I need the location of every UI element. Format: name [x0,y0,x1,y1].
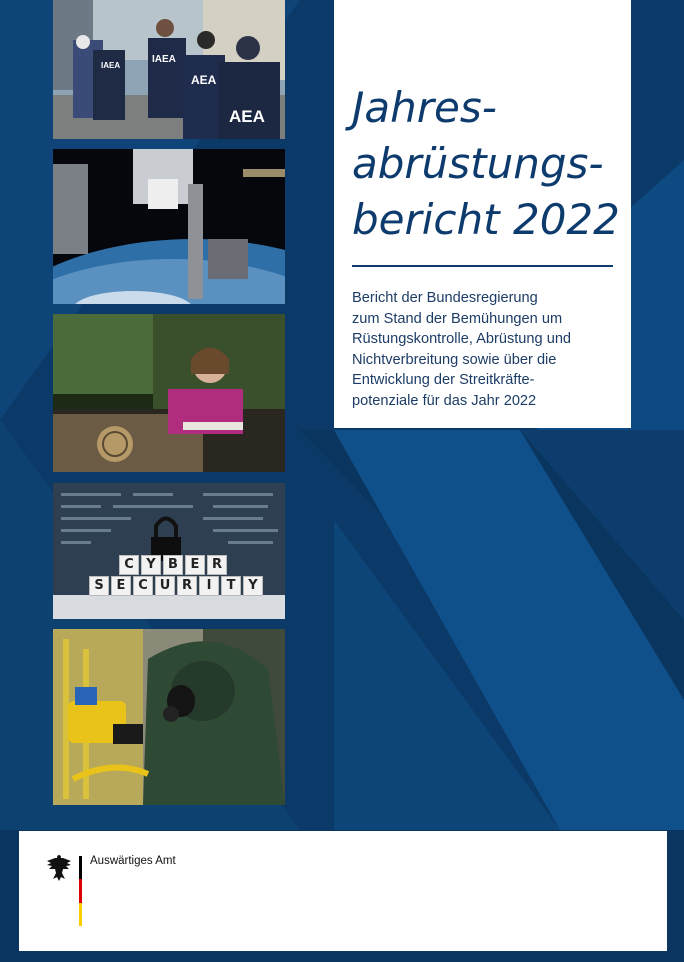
title-divider [352,265,613,267]
letter-tile: U [155,576,175,596]
report-title [352,80,622,248]
subtitle-line: zum Stand der Bemühungen um [352,310,563,327]
flag-band-black [79,856,82,879]
letter-tile: R [207,555,227,575]
letter-tile: S [89,576,109,596]
photo-un-speech [53,314,285,472]
photo-space-station [53,149,285,304]
footer-logo-bar [19,831,667,951]
title-line: bericht 2022 [352,195,620,244]
vest-label-2: IAEA [152,54,176,65]
report-subtitle [352,288,617,412]
title-line: Jahres- [352,83,497,132]
title-panel [334,0,631,428]
letter-tile: Y [243,576,263,596]
title-line: abrüstungs- [352,139,604,188]
subtitle-line: Entwicklung der Streitkräfte- [352,372,535,389]
cyber-tiles-row1 [119,555,227,575]
photo-cyber-security [53,483,285,619]
letter-tile: I [199,576,219,596]
flag-band-gold [79,903,82,926]
letter-tile: R [177,576,197,596]
vest-label-4: AEA [229,107,265,126]
letter-tile: C [133,576,153,596]
subtitle-line: potenziale für das Jahr 2022 [352,392,537,409]
cyber-tiles-row2 [89,576,263,596]
letter-tile: B [163,555,183,575]
vest-label-1: IAEA [101,61,121,70]
federal-eagle-icon [45,853,73,883]
vest-label-3: AEA [191,73,217,87]
letter-tile: T [221,576,241,596]
letter-tile: E [185,555,205,575]
subtitle-line: Rüstungskontrolle, Abrüstung und [352,331,572,348]
subtitle-line: Nichtverbreitung sowie über die [352,351,557,368]
letter-tile: C [119,555,139,575]
photo-iaea-inspectors [53,0,285,139]
subtitle-line: Bericht der Bundesregierung [352,290,538,306]
flag-band-red [79,879,82,902]
letter-tile: E [111,576,131,596]
photo-hazmat-detector [53,629,285,805]
german-flag-stripe [79,856,82,926]
organization-name: Auswärtiges Amt [90,855,176,867]
letter-tile: Y [141,555,161,575]
